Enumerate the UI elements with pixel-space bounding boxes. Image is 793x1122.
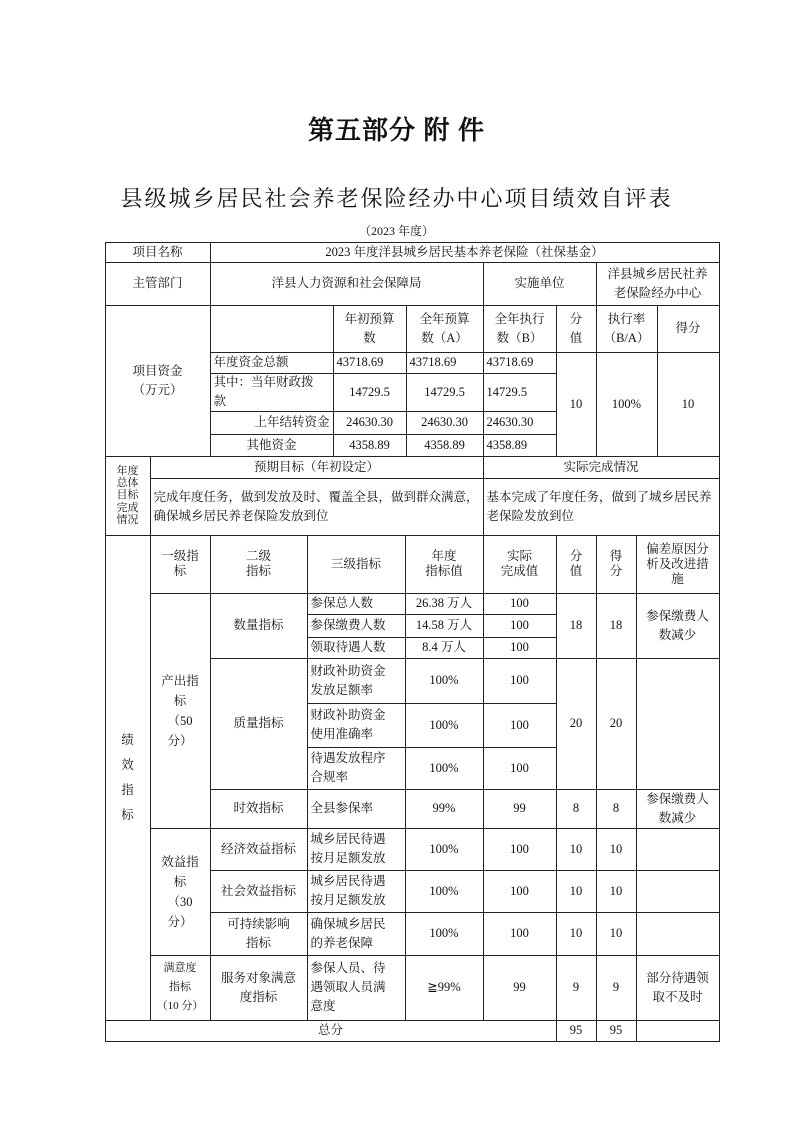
form-title: 县级城乡居民社会养老保险经办中心项目绩效自评表 (120, 186, 673, 211)
indicator-note (636, 912, 720, 956)
funds-header: 年初预算 数 (333, 305, 407, 353)
funds-score-value: 10 (556, 352, 597, 457)
indicator-actual: 99 (483, 789, 557, 829)
l2-timeliness: 时效指标 (210, 789, 308, 829)
l2-economic: 经济效益指标 (210, 828, 308, 871)
l1-satisfaction: 满意度 指标 （10 分） (150, 955, 211, 1021)
funds-header-blank (210, 305, 334, 353)
indicator-l3: 财政补助资金 发放足额率 (307, 658, 406, 704)
indicator-score: 10 (596, 870, 637, 913)
indicator-target: 100% (405, 747, 484, 790)
indicator-target: 100% (405, 912, 484, 956)
l1-benefit: 效益指 标 （30 分） (150, 828, 211, 956)
perf-label: 绩 效 指 标 (105, 535, 151, 1021)
indicator-target: 99% (405, 789, 484, 829)
l2-sustainable: 可持续影响 指标 (210, 912, 308, 956)
perf-header: 年度 指标值 (405, 535, 484, 594)
funds-cell: 14729.5 (483, 373, 557, 412)
impl-label: 实施单位 (483, 262, 597, 306)
indicator-target: 14.58 万人 (405, 614, 484, 638)
funds-score: 10 (657, 352, 720, 457)
funds-cell: 4358.89 (406, 434, 484, 457)
indicator-actual: 100 (483, 747, 557, 790)
indicator-actual: 100 (483, 870, 557, 913)
actual-label: 实际完成情况 (483, 456, 720, 479)
perf-header: 二级 指标 (210, 535, 308, 594)
indicator-l3: 参保人员、待 遇领取人员满 意度 (307, 955, 406, 1021)
qty-note: 参保缴费人 数减少 (636, 593, 720, 659)
indicator-actual: 100 (483, 912, 557, 956)
indicator-score: 8 (596, 789, 637, 829)
quality-note (636, 658, 720, 790)
indicator-l3: 财政补助资金 使用准确率 (307, 703, 406, 748)
indicator-actual: 100 (483, 593, 557, 615)
indicator-target: 26.38 万人 (405, 593, 484, 615)
indicator-note (636, 870, 720, 913)
total-label: 总分 (105, 1020, 557, 1042)
indicator-note: 部分待遇领 取不及时 (636, 955, 720, 1021)
indicator-actual: 100 (483, 658, 557, 704)
total-value: 95 (556, 1020, 597, 1042)
funds-cell: 43718.69 (406, 352, 484, 374)
funds-header: 得分 (657, 305, 720, 353)
indicator-score-value: 10 (556, 870, 597, 913)
expected-goal: 完成年度任务，做到发放及时、覆盖全县，做到群众满意，确保城乡居民养老保险发放到位 (150, 478, 484, 536)
quality-score-value: 20 (556, 658, 597, 790)
funds-row-label: 其中：当年财政拨 款 (210, 373, 334, 412)
indicator-target: 8.4 万人 (405, 637, 484, 659)
quality-score: 20 (596, 658, 637, 790)
indicator-target: 100% (405, 658, 484, 704)
funds-label: 项目资金 （万元） (105, 305, 211, 457)
qty-score: 18 (596, 593, 637, 659)
funds-cell: 43718.69 (333, 352, 407, 374)
funds-header: 执行率 （B/A） (596, 305, 658, 353)
indicator-score-value: 8 (556, 789, 597, 829)
funds-cell: 4358.89 (333, 434, 407, 457)
perf-header: 分 值 (556, 535, 597, 594)
funds-row-label: 年度资金总额 (210, 352, 334, 374)
l1-output: 产出指 标 （50 分） (150, 593, 211, 829)
year-label: （2023 年度） (358, 224, 434, 238)
dept-value: 洋县人力资源和社会保障局 (210, 262, 484, 306)
indicator-actual: 100 (483, 637, 557, 659)
l2-quality: 质量指标 (210, 658, 308, 790)
funds-cell: 4358.89 (483, 434, 557, 457)
funds-rate: 100% (596, 352, 658, 457)
funds-cell: 14729.5 (333, 373, 407, 412)
indicator-l3: 参保缴费人数 (307, 614, 406, 638)
perf-header: 实际 完成值 (483, 535, 557, 594)
l2-quantity: 数量指标 (210, 593, 308, 659)
project-name: 2023 年度洋县城乡居民基本养老保险（社保基金） (210, 242, 720, 263)
total-score: 95 (596, 1020, 637, 1042)
qty-score-value: 18 (556, 593, 597, 659)
indicator-target: 100% (405, 828, 484, 871)
indicator-actual: 100 (483, 828, 557, 871)
indicator-actual: 99 (483, 955, 557, 1021)
indicator-target: ≧99% (405, 955, 484, 1021)
indicator-note: 参保缴费人 数减少 (636, 789, 720, 829)
funds-header: 全年预算 数（A） (406, 305, 484, 353)
funds-row-label: 上年结转资金 (210, 411, 334, 435)
indicator-score-value: 10 (556, 912, 597, 956)
impl-value: 洋县城乡居民社养 老保险经办中心 (596, 262, 720, 306)
expected-label: 预期目标（年初设定） (150, 456, 484, 479)
indicator-l3: 参保总人数 (307, 593, 406, 615)
funds-row-label: 其他资金 (210, 434, 334, 457)
funds-cell: 24630.30 (333, 411, 407, 435)
indicator-actual: 100 (483, 614, 557, 638)
indicator-l3: 城乡居民待遇 按月足额发放 (307, 828, 406, 871)
indicator-score: 10 (596, 912, 637, 956)
indicator-score-value: 9 (556, 955, 597, 1021)
funds-header: 分 值 (556, 305, 597, 353)
dept-label: 主管部门 (105, 262, 211, 306)
indicator-note (636, 828, 720, 871)
funds-cell: 14729.5 (406, 373, 484, 412)
l2-service: 服务对象满意 度指标 (210, 955, 308, 1021)
total-note (636, 1020, 720, 1042)
indicator-l3: 领取待遇人数 (307, 637, 406, 659)
funds-cell: 24630.30 (406, 411, 484, 435)
l2-social: 社会效益指标 (210, 870, 308, 913)
perf-header: 得 分 (596, 535, 637, 594)
funds-header: 全年执行 数（B） (483, 305, 557, 353)
indicator-l3: 城乡居民待遇 按月足额发放 (307, 870, 406, 913)
indicator-score: 10 (596, 828, 637, 871)
perf-header: 偏差原因分 析及改进措 施 (636, 535, 720, 594)
perf-header: 三级指标 (307, 535, 406, 594)
indicator-score: 9 (596, 955, 637, 1021)
goals-label: 年度 总体 目标 完成 情况 (105, 456, 151, 536)
indicator-target: 100% (405, 703, 484, 748)
perf-header: 一级指 标 (150, 535, 211, 594)
indicator-l3: 确保城乡居民 的养老保障 (307, 912, 406, 956)
section-heading: 第五部分 附 件 (307, 116, 485, 145)
funds-cell: 24630.30 (483, 411, 557, 435)
project-name-label: 项目名称 (105, 242, 211, 263)
indicator-score-value: 10 (556, 828, 597, 871)
funds-cell: 43718.69 (483, 352, 557, 374)
indicator-l3: 全县参保率 (307, 789, 406, 829)
indicator-target: 100% (405, 870, 484, 913)
actual-result: 基本完成了年度任务，做到了城乡居民养老保险发放到位 (483, 478, 720, 536)
indicator-actual: 100 (483, 703, 557, 748)
indicator-l3: 待遇发放程序 合规率 (307, 747, 406, 790)
